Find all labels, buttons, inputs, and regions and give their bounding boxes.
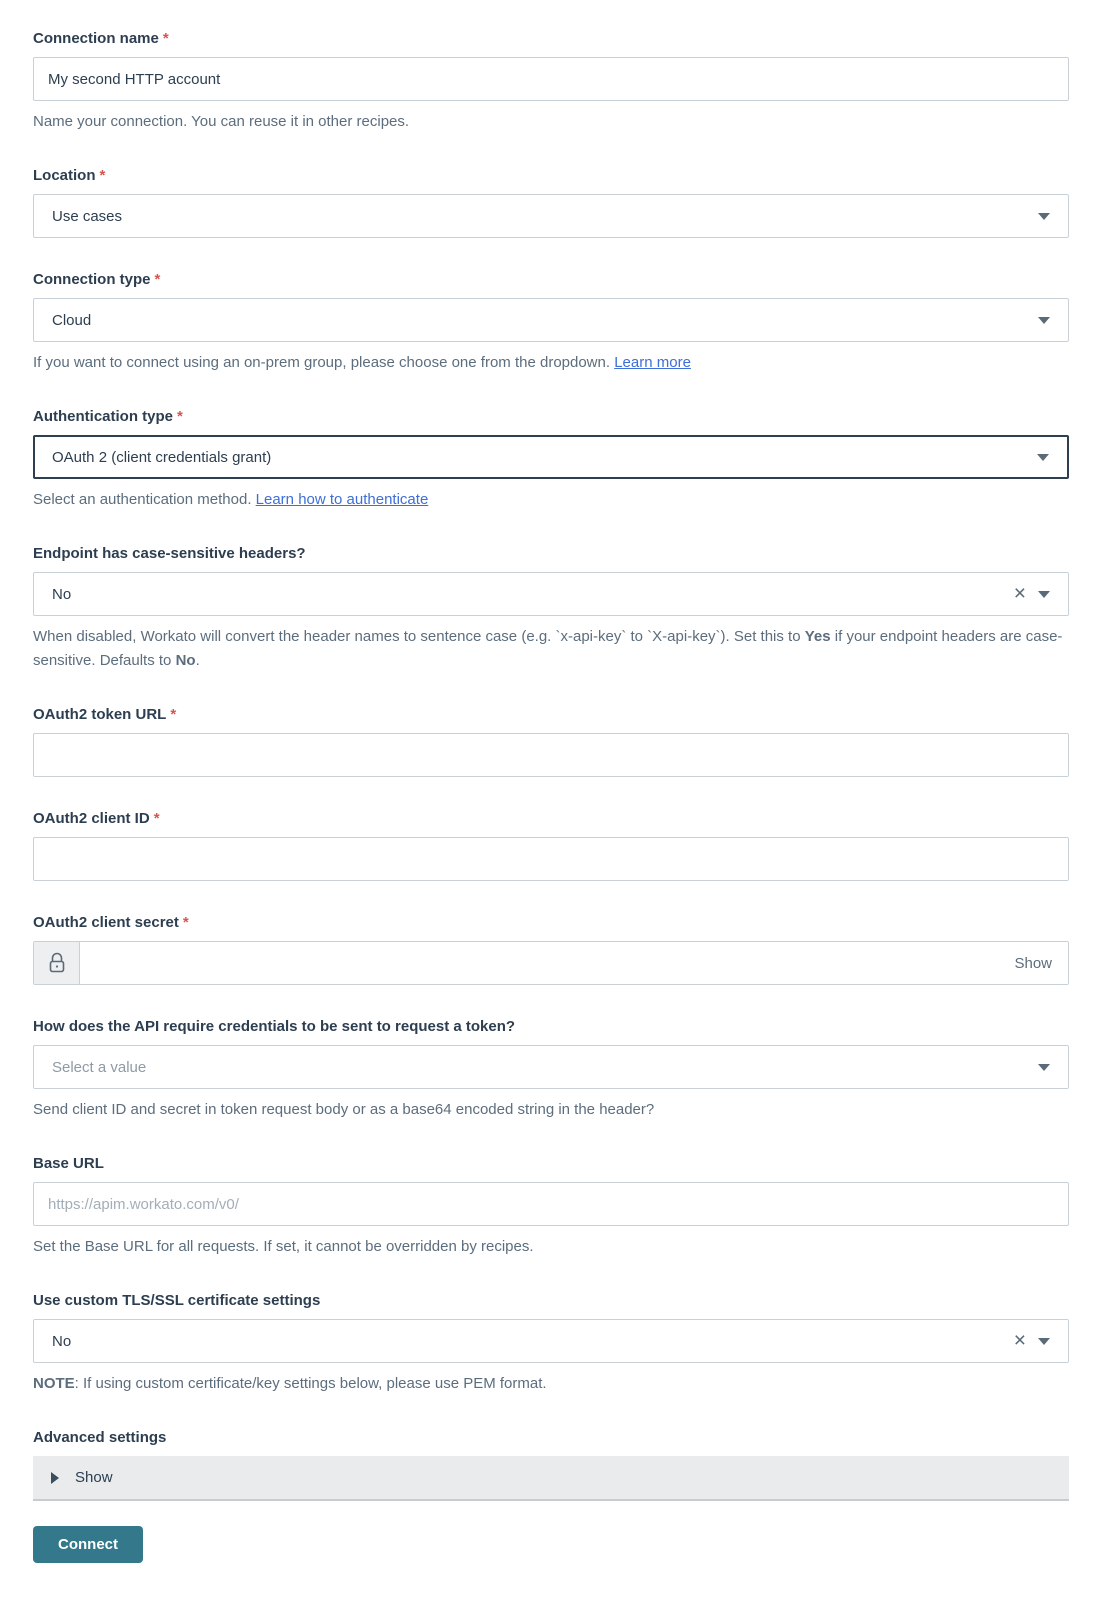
lock-icon	[48, 952, 66, 974]
oauth2-client-secret-field	[33, 941, 1069, 985]
field-case-sensitive-headers	[33, 545, 1069, 673]
helper-text: if your endpoint headers are case-sensitive. Defaults to	[33, 628, 1063, 669]
authentication-type-helper	[33, 488, 1069, 512]
connection-name-input[interactable]	[33, 57, 1069, 101]
field-oauth2-client-id	[33, 810, 1069, 881]
connection-name-label	[33, 30, 1069, 48]
base-url-label	[33, 1155, 1069, 1173]
field-oauth2-token-url	[33, 706, 1069, 777]
helper-text: Select an authentication method.	[33, 491, 256, 508]
base-url-helper: Set the Base URL for all requests. If set, it cannot be overridden by recipes.	[33, 1238, 534, 1255]
learn-how-to-authenticate-link[interactable]: Learn how to authenticate	[255, 491, 429, 508]
required-asterisk: *	[177, 408, 183, 425]
chevron-down-icon	[1038, 591, 1050, 598]
label-text: OAuth2 client ID	[33, 810, 150, 827]
label-text: How does the API require credentials to be sent to request a token?	[33, 1018, 516, 1035]
field-base-url	[33, 1155, 1069, 1259]
field-authentication-type	[33, 408, 1069, 512]
authentication-type-select-value: OAuth 2 (client credentials grant)	[52, 448, 272, 466]
show-secret-button[interactable]: Show	[1014, 954, 1052, 972]
credentials-method-select-placeholder: Select a value	[52, 1058, 147, 1076]
location-select-value: Use cases	[52, 207, 123, 225]
connection-type-helper	[33, 351, 1069, 375]
learn-more-link[interactable]: Learn more	[614, 354, 691, 371]
oauth2-client-id-input[interactable]	[33, 837, 1069, 881]
field-connection-type	[33, 271, 1069, 375]
case-sensitive-headers-label	[33, 545, 1069, 563]
helper-bold-no: No	[175, 652, 196, 669]
clear-icon[interactable]: ×	[1013, 1328, 1026, 1352]
oauth2-client-secret-input[interactable]	[80, 942, 1014, 984]
clear-icon[interactable]: ×	[1013, 581, 1026, 605]
custom-tls-select[interactable]	[33, 1319, 1069, 1363]
helper-text: If you want to connect using an on-prem group, please choose one from the dropdown.	[33, 354, 615, 371]
label-text: OAuth2 client secret	[33, 914, 179, 931]
connection-type-label	[33, 271, 1069, 289]
oauth2-token-url-input[interactable]	[33, 733, 1069, 777]
advanced-toggle-label: Show	[75, 1469, 113, 1486]
required-asterisk: *	[154, 271, 161, 288]
base-url-input[interactable]	[33, 1182, 1069, 1226]
custom-tls-label	[33, 1292, 1069, 1310]
advanced-settings-label	[33, 1429, 1069, 1447]
label-text: Use custom TLS/SSL certificate settings	[33, 1292, 321, 1309]
location-select[interactable]	[33, 194, 1069, 238]
advanced-settings-toggle[interactable]	[33, 1456, 1069, 1501]
label-text: Connection type	[33, 271, 151, 288]
case-sensitive-headers-select[interactable]	[33, 572, 1069, 616]
connect-button[interactable]: Connect	[33, 1526, 143, 1563]
field-custom-tls	[33, 1292, 1069, 1396]
credentials-method-select[interactable]	[33, 1045, 1069, 1089]
label-text: Authentication type	[33, 408, 174, 425]
connection-type-select[interactable]	[33, 298, 1069, 342]
label-text: Base URL	[33, 1155, 104, 1172]
field-oauth2-client-secret	[33, 914, 1069, 985]
custom-tls-helper	[33, 1372, 1069, 1396]
field-advanced-settings	[33, 1429, 1069, 1501]
required-asterisk: *	[162, 30, 169, 47]
label-text: Location	[33, 167, 96, 184]
helper-text: .	[195, 652, 200, 669]
field-connection-name	[33, 30, 1069, 134]
oauth2-token-url-label	[33, 706, 1069, 724]
helper-bold-note: NOTE	[33, 1375, 75, 1392]
helper-bold-yes: Yes	[804, 628, 831, 645]
case-sensitive-headers-helper	[33, 625, 1069, 673]
helper-text: : If using custom certificate/key settings below, please use PEM format.	[74, 1375, 547, 1392]
chevron-down-icon	[1038, 213, 1050, 220]
chevron-down-icon	[1038, 1064, 1050, 1071]
credentials-method-label	[33, 1018, 1069, 1036]
location-label	[33, 167, 1069, 185]
connection-name-helper: Name your connection. You can reuse it in other recipes.	[33, 113, 410, 130]
connection-type-select-value: Cloud	[52, 311, 92, 329]
lock-prefix	[34, 942, 80, 984]
authentication-type-label	[33, 408, 1069, 426]
oauth2-client-secret-label	[33, 914, 1069, 932]
oauth2-client-id-label	[33, 810, 1069, 828]
label-text: OAuth2 token URL	[33, 706, 167, 723]
required-asterisk: *	[99, 167, 106, 184]
label-text: Endpoint has case-sensitive headers?	[33, 545, 306, 562]
helper-text: When disabled, Workato will convert the header names to sentence case (e.g. `x-api-key` to `X-api-key`). Set this to	[33, 628, 805, 645]
custom-tls-select-value: No	[52, 1332, 72, 1350]
required-asterisk: *	[153, 810, 160, 827]
required-asterisk: *	[182, 914, 189, 931]
label-text: Connection name	[33, 30, 159, 47]
chevron-down-icon	[1038, 317, 1050, 324]
field-credentials-method	[33, 1018, 1069, 1122]
chevron-right-icon	[51, 1472, 59, 1484]
credentials-method-helper: Send client ID and secret in token request body or as a base64 encoded string in the header?	[33, 1101, 655, 1118]
case-sensitive-headers-select-value: No	[52, 585, 72, 603]
authentication-type-select[interactable]	[33, 435, 1069, 479]
label-text: Advanced settings	[33, 1429, 167, 1446]
required-asterisk: *	[170, 706, 177, 723]
field-location	[33, 167, 1069, 238]
chevron-down-icon	[1038, 1338, 1050, 1345]
chevron-down-icon	[1037, 454, 1049, 461]
